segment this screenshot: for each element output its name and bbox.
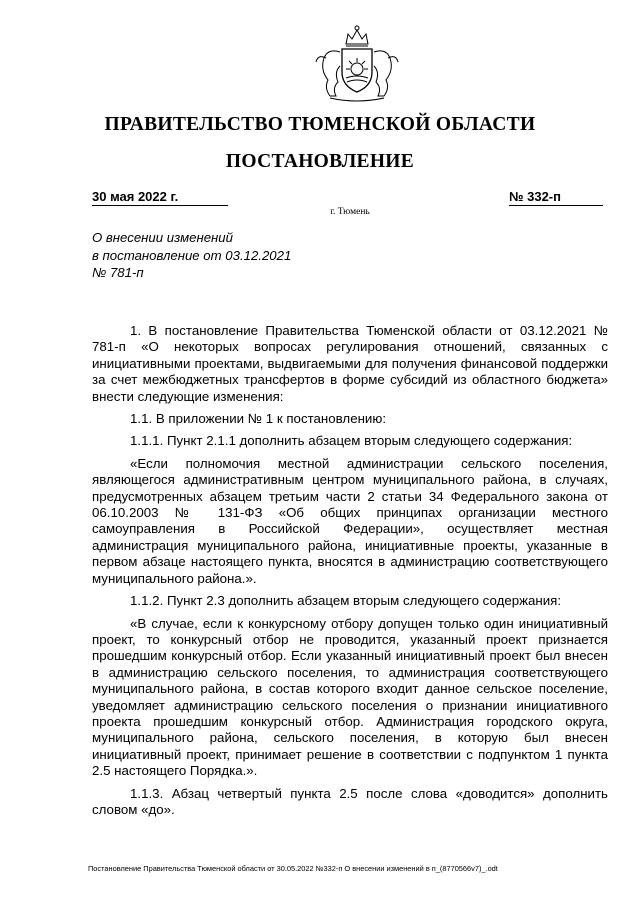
body-paragraph: 1.1.2. Пункт 2.3 дополнить абзацем вторым следующего содержания: bbox=[130, 593, 562, 609]
subject-line: № 781-п bbox=[92, 265, 144, 280]
subject-line: О внесении изменений bbox=[92, 230, 233, 245]
city-label: г. Тюмень bbox=[330, 207, 370, 217]
body-paragraph: 1.1.3. Абзац четвертый пункта 2.5 после слова «доводится» дополнить словом «до». bbox=[92, 785, 608, 817]
government-title: ПРАВИТЕЛЬСТВО ТЮМЕНСКОЙ ОБЛАСТИ bbox=[104, 114, 536, 135]
document-footer: Постановление Правительства Тюменской области от 30.05.2022 №332-п О внесении изменений в п_(8770566v7)_.odt bbox=[88, 864, 498, 873]
document-body bbox=[92, 323, 608, 824]
body-paragraph: 1.1. В приложении № 1 к постановлению: bbox=[130, 411, 387, 427]
body-paragraph: 1. В постановление Правительства Тюменской области от 03.12.2021 № 781-п «О некоторых вопросах регулирования отношений, связанных с инициативными проектами, выдвигаемыми для получения финансовой поддержки за счет межбюджетных трансфертов в форме субсидий из областного бюджета» внести следующие изменения: bbox=[92, 323, 608, 404]
document-date: 30 мая 2022 г. bbox=[92, 189, 228, 206]
coat-of-arms-icon bbox=[310, 22, 404, 104]
document-type-heading: ПОСТАНОВЛЕНИЕ bbox=[225, 151, 415, 172]
body-paragraph: «В случае, если к конкурсному отбору допущен только один инициативный проект, то конкурсный отбор не проводится, указанный проект признается прошедшим конкурсный отбор. Если указанный инициативный проект был внесен в администрацию сельского поселения, то администрация соответствующего муниципального района, в состав которого входит данное сельское поселение, уведомляет администрацию сельского поселения о признании инициативного проекта прошедшим конкурсный отбор. Администрация городского округа, муниципального района, сельского поселения, в которую был внесен инициативный проект, принимает решение в соответствии с подпунктом 1 пункта 2.5 настоящего Порядка.». bbox=[92, 615, 608, 779]
subject-line: в постановление от 03.12.2021 bbox=[92, 247, 292, 263]
body-paragraph: «Если полномочия местной администрации сельского поселения, являющегося административным центром муниципального района, в случаях, предусмотренных абзацем третьим части 2 статьи 34 Федерального закона от 06.10.2003 № 131-ФЗ «Об общих принципах организации местного самоуправления в Российской Федерации», осуществляет местная администрация муниципального района, инициативные проекты, указанные в первом абзаце настоящего пункта, вносятся в администрацию соответствующего муниципального района.». bbox=[92, 455, 608, 586]
body-paragraph: 1.1.1. Пункт 2.1.1 дополнить абзацем вторым следующего содержания: bbox=[130, 433, 573, 449]
document-subject bbox=[92, 229, 291, 282]
document-number: № 332-п bbox=[509, 189, 603, 206]
